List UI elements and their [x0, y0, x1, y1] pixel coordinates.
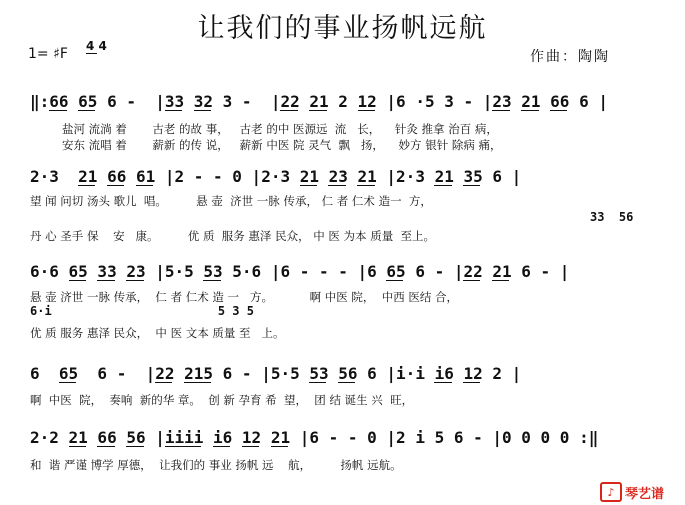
beam-line — [59, 382, 76, 383]
lyrics-row-1-verse-1: 盐河 流淌 着 古老 的故 事， 古老 的中 医源远 流 长， 针灸 推拿 治百 病， — [62, 122, 498, 136]
beam-line — [386, 280, 403, 281]
notes-row-3: 6·6 65 33 23 |5·5 53 5·6 |6 - - - |6 65 6 - |22 21 6 - | — [30, 262, 570, 281]
beam-line — [492, 110, 509, 111]
lyrics-row-2-verse-1: 望 闻 问切 汤头 歌儿 唱。 悬 壶 济世 一脉 传承， 仁 者 仁术 造一 方， — [30, 194, 432, 208]
lyrics-row-4-verse-1: 啊 中医 院， 奏响 新的华 章。 创 新 孕育 希 望， 团 结 诞生 兴 旺， — [30, 393, 414, 407]
beam-line — [69, 446, 86, 447]
alt-notes-row-3: 6·i 5 3 5 — [30, 304, 254, 318]
beam-line — [126, 280, 143, 281]
beam-line — [357, 185, 374, 186]
beam-line — [126, 446, 143, 447]
time-signature — [86, 40, 107, 52]
song-title: 让我们的事业扬帆远航 — [197, 13, 488, 44]
beam-line — [521, 110, 538, 111]
beam-line — [203, 280, 220, 281]
beam-line — [78, 110, 95, 111]
beam-line — [107, 185, 124, 186]
notes-row-5: 2·2 21 66 56 |iiii i6 12 21 |6 - - 0 |2 i 5 6 - |0 0 0 0 :‖ — [30, 428, 599, 447]
beam-line — [213, 446, 230, 447]
beam-line — [136, 185, 153, 186]
beam-line — [309, 382, 326, 383]
beam-line — [338, 382, 355, 383]
lyrics-row-3-verse-2: 优 质 服务 惠泽 民众， 中 医 文本 质量 至 上。 — [30, 326, 285, 340]
lyrics-row-2-verse-2: 丹 心 圣手 保 安 康。 优 质 服务 惠泽 民众， 中 医 为本 质量 至上。 — [30, 229, 436, 243]
beam-line — [242, 446, 259, 447]
notes-row-2: 2·3 21 66 61 |2 - - 0 |2·3 21 23 21 |2·3 21 35 6 | — [30, 167, 522, 186]
beam-line — [165, 110, 182, 111]
key-signature: 1= ♯F — [28, 46, 68, 62]
beam-line — [328, 185, 345, 186]
lyrics-row-1-verse-2: 安东 流唱 着 薪新 的传 说， 薪新 中医 院 灵气 飘 扬， 妙方 银针 除病 痛， — [62, 138, 502, 152]
beam-line — [550, 110, 567, 111]
beam-line — [165, 446, 202, 447]
beam-line — [492, 280, 509, 281]
beam-line — [309, 110, 326, 111]
beam-line — [271, 446, 288, 447]
beam-line — [97, 280, 114, 281]
logo-text: 琴艺谱 — [625, 486, 665, 502]
logo-icon: ♪ — [600, 482, 622, 502]
meter-top: 4 — [86, 39, 95, 53]
beam-line — [69, 280, 86, 281]
beam-line — [463, 382, 480, 383]
beam-line — [358, 110, 375, 111]
beam-line — [280, 110, 297, 111]
beam-line — [155, 382, 172, 383]
beam-line — [463, 280, 480, 281]
lyrics-row-3-verse-1: 悬 壶 济世 一脉 传承， 仁 者 仁术 造 一 方。 啊 中医 院， 中西 医结 合， — [30, 290, 459, 304]
meter-line — [86, 53, 97, 54]
beam-line — [463, 185, 480, 186]
composer: 作曲：陶陶 — [530, 49, 610, 65]
beam-line — [49, 110, 66, 111]
meter-bottom: 4 — [98, 39, 107, 53]
beam-line — [434, 185, 451, 186]
notes-row-4: 6 65 6 - |22 215 6 - |5·5 53 56 6 |i·i i6 12 2 | — [30, 364, 522, 383]
beam-line — [78, 185, 95, 186]
alt-notes-row-2: 33 56 — [590, 210, 634, 224]
beam-line — [194, 110, 211, 111]
beam-line — [97, 446, 114, 447]
beam-line — [434, 382, 451, 383]
beam-line — [184, 382, 211, 383]
site-logo[interactable] — [600, 482, 664, 502]
beam-line — [300, 185, 317, 186]
notes-row-1: ‖:66 65 6 - |33 32 3 - |22 21 2 12 |6 ·5 3 - |23 21 66 6 | — [30, 92, 608, 111]
lyrics-row-5-verse-1: 和 谐 严谨 博学 厚德， 让我们的 事业 扬帆 远 航， 扬帆 远航。 — [30, 458, 402, 472]
